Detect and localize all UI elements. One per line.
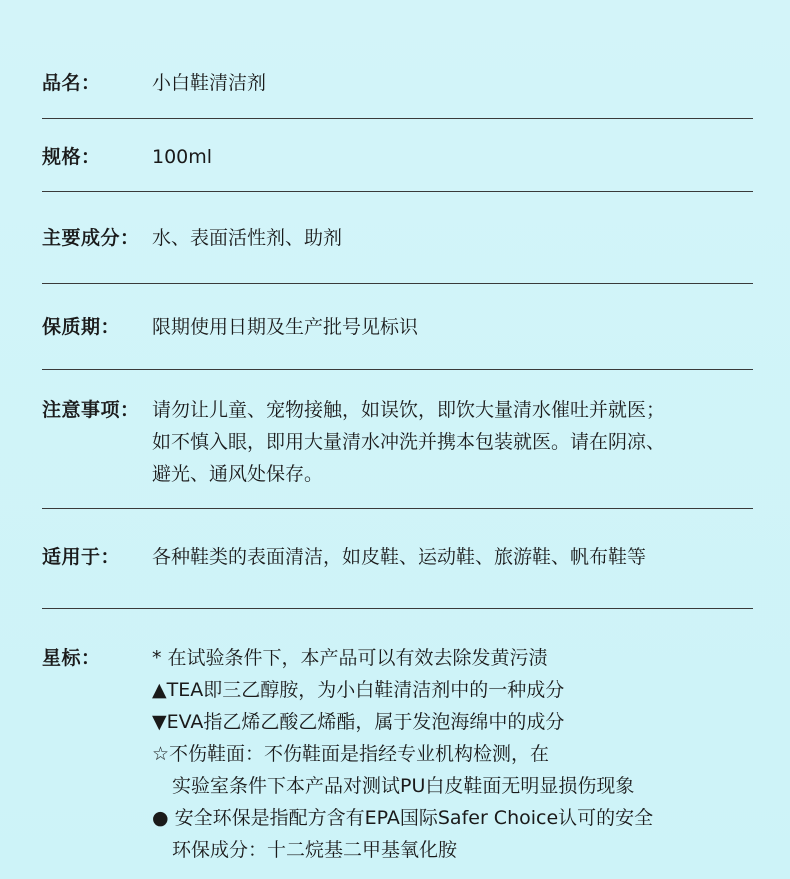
applicable-value xyxy=(152,541,646,573)
star-note-line: ▲TEA即三乙醇胺，为小白鞋清洁剂中的一种成分 xyxy=(152,679,565,701)
product-name-value xyxy=(152,67,266,99)
divider xyxy=(42,283,753,284)
applicable-label: 适用于： xyxy=(42,546,121,568)
cautions-line: 请勿让儿童、宠物接触，如误饮，即饮大量清水催吐并就医； xyxy=(152,399,666,421)
product-name-label: 品名： xyxy=(42,72,101,94)
cautions-label: 注意事项： xyxy=(42,399,140,421)
star-note-line: ● 安全环保是指配方含有EPA国际Safer Choice认可的安全 xyxy=(152,807,654,829)
spec-value xyxy=(152,141,212,173)
star-note-line: 环保成分：十二烷基二甲基氧化胺 xyxy=(172,839,458,861)
star-note-line: 实验室条件下本产品对测试PU白皮鞋面无明显损伤现象 xyxy=(172,775,635,797)
ingredients-text: 水、表面活性剂、助剂 xyxy=(152,227,343,249)
product-name-text: 小白鞋清洁剂 xyxy=(152,72,267,94)
divider xyxy=(42,118,753,119)
cautions-line: 避光、通风处保存。 xyxy=(152,463,324,485)
spec-label: 规格： xyxy=(42,146,101,168)
cautions-line: 如不慎入眼，即用大量清水冲洗并携本包装就医。请在阴凉、 xyxy=(152,431,666,453)
shelf-life-value xyxy=(152,311,418,343)
star-note-line: * 在试验条件下，本产品可以有效去除发黄污渍 xyxy=(152,647,548,669)
shelf-life-label: 保质期： xyxy=(42,316,121,338)
divider xyxy=(42,369,753,370)
divider xyxy=(42,608,753,609)
ingredients-label: 主要成分： xyxy=(42,227,140,249)
cautions-value xyxy=(152,394,665,490)
shelf-life-text: 限期使用日期及生产批号见标识 xyxy=(152,316,419,338)
ingredients-value xyxy=(152,222,342,254)
star-note-line: ☆不伤鞋面：不伤鞋面是指经专业机构检测，在 xyxy=(152,743,550,765)
star-notes-value xyxy=(152,642,653,866)
applicable-text: 各种鞋类的表面清洁，如皮鞋、运动鞋、旅游鞋、帆布鞋等 xyxy=(152,546,647,568)
divider xyxy=(42,508,753,509)
star-note-line: ▼EVA指乙烯乙酸乙烯酯，属于发泡海绵中的成分 xyxy=(152,711,565,733)
spec-text: 100ml xyxy=(152,146,213,168)
star-notes-label: 星标： xyxy=(42,647,101,669)
product-spec-sheet xyxy=(42,0,753,879)
divider xyxy=(42,191,753,192)
